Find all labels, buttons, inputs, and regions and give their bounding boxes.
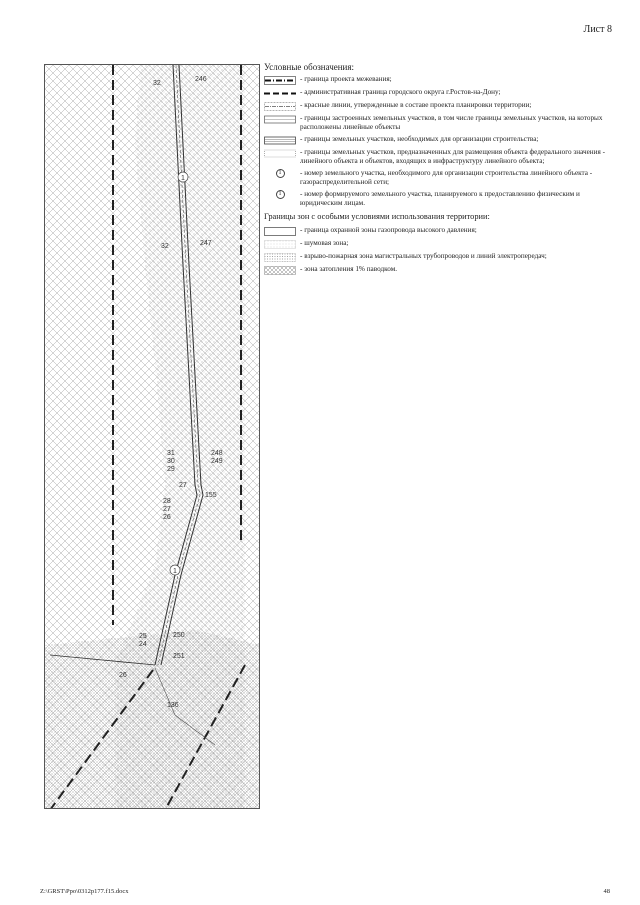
label-26a: 26 [163, 514, 171, 521]
label-24: 24 [139, 641, 147, 648]
explosion-fire-zone-symbol [264, 253, 296, 262]
legend-text-red-line: - красные линии, утвержденные в составе проекта планировки территории; [300, 101, 532, 110]
label-26b: 26 [119, 672, 127, 679]
legend-item-survey-boundary [264, 75, 620, 85]
label-32b: 32 [161, 243, 169, 250]
zone-text-flood: - зона затопления 1% паводком. [300, 264, 398, 273]
admin-boundary-symbol [264, 89, 296, 98]
label-136: 136 [167, 702, 179, 709]
construction-parcels-symbol [264, 136, 296, 145]
label-155: 155 [205, 492, 217, 499]
legend-text-parcel-number: - номер земельного участка, необходимого для организации строительства линейного объекта - газораспределительной сети; [300, 169, 593, 187]
footer-file-path: Z:\GRST\Ppo\0312p177.f15.docx [40, 888, 129, 895]
zone-text-gas-protection: - граница охранной зоны газопровода высокого давления; [300, 225, 477, 234]
label-247: 247 [200, 240, 212, 247]
zone-item-flood [264, 265, 620, 275]
zone-item-explosion-fire [264, 252, 620, 262]
legend-item-parcel-number [264, 169, 620, 187]
built-parcels-symbol [264, 115, 296, 124]
legend-item-federal-parcels [264, 148, 620, 166]
label-31: 31 [167, 450, 175, 457]
federal-parcels-symbol [264, 149, 296, 158]
explosion-zone-area [45, 630, 260, 809]
legend-title: Условные обозначения: [264, 62, 355, 72]
legend-text-formed-parcel-number: - номер формируемого земельного участка, планируемого к предоставлению физическим и юридическим лицам. [300, 190, 580, 208]
circle-label-1a: 1 [181, 175, 185, 182]
label-248: 248 [211, 450, 223, 457]
zone-item-noise [264, 239, 620, 249]
gas-protection-zone-symbol [264, 227, 296, 236]
noise-zone-symbol [264, 240, 296, 249]
legend-item-admin-boundary [264, 88, 620, 98]
zone-text-explosion-fire: - взрыво-пожарная зона магистральных трубопроводов и линий электропередач; [300, 251, 547, 260]
legend-text-built-parcels: - границы застроенных земельных участков, в том числе границы земельных участков, на которых расположены линейные объекты [300, 114, 603, 132]
zone-item-gas-protection [264, 226, 620, 236]
legend-item-formed-parcel-number [264, 190, 620, 208]
label-32a: 32 [153, 80, 161, 87]
sheet-number: Лист 8 [583, 24, 612, 35]
flood-zone-symbol [264, 266, 296, 275]
legend [264, 62, 620, 278]
red-line-symbol [264, 102, 296, 111]
map-drawing [44, 64, 260, 809]
label-30: 30 [167, 458, 175, 465]
label-246: 246 [195, 76, 207, 83]
zones-title: Границы зон с особыми условиями использования территории: [264, 212, 490, 222]
label-29: 29 [167, 466, 175, 473]
label-250: 250 [173, 632, 185, 639]
legend-text-admin-boundary: - административная граница городского округа г.Ростов-на-Дону; [300, 88, 501, 97]
legend-text-construction-parcels: - границы земельных участков, необходимых для организации строительства; [300, 135, 539, 144]
legend-text-federal-parcels: - границы земельных участков, предназначенных для размещения объекта федерального значения - линейного объекта и объектов, входящих в инфраструктуру линейного объекта; [300, 148, 605, 166]
footer-page-number: 48 [603, 888, 610, 895]
label-25: 25 [139, 633, 147, 640]
legend-text-survey-boundary: - граница проекта межевания; [300, 75, 392, 84]
legend-item-red-line [264, 101, 620, 111]
zone-text-noise: - шумовая зона; [300, 238, 349, 247]
parcel-number-circle-icon: 1 [264, 169, 296, 178]
circle-label-1b: 1 [173, 568, 177, 575]
label-27b: 27 [163, 506, 171, 513]
label-249: 249 [211, 458, 223, 465]
label-28: 28 [163, 498, 171, 505]
label-251: 251 [173, 653, 185, 660]
label-27a: 27 [179, 482, 187, 489]
survey-boundary-symbol [264, 76, 296, 85]
legend-item-built-parcels [264, 114, 620, 132]
formed-parcel-circle-icon: 1 [264, 190, 296, 199]
legend-item-construction-parcels [264, 135, 620, 145]
